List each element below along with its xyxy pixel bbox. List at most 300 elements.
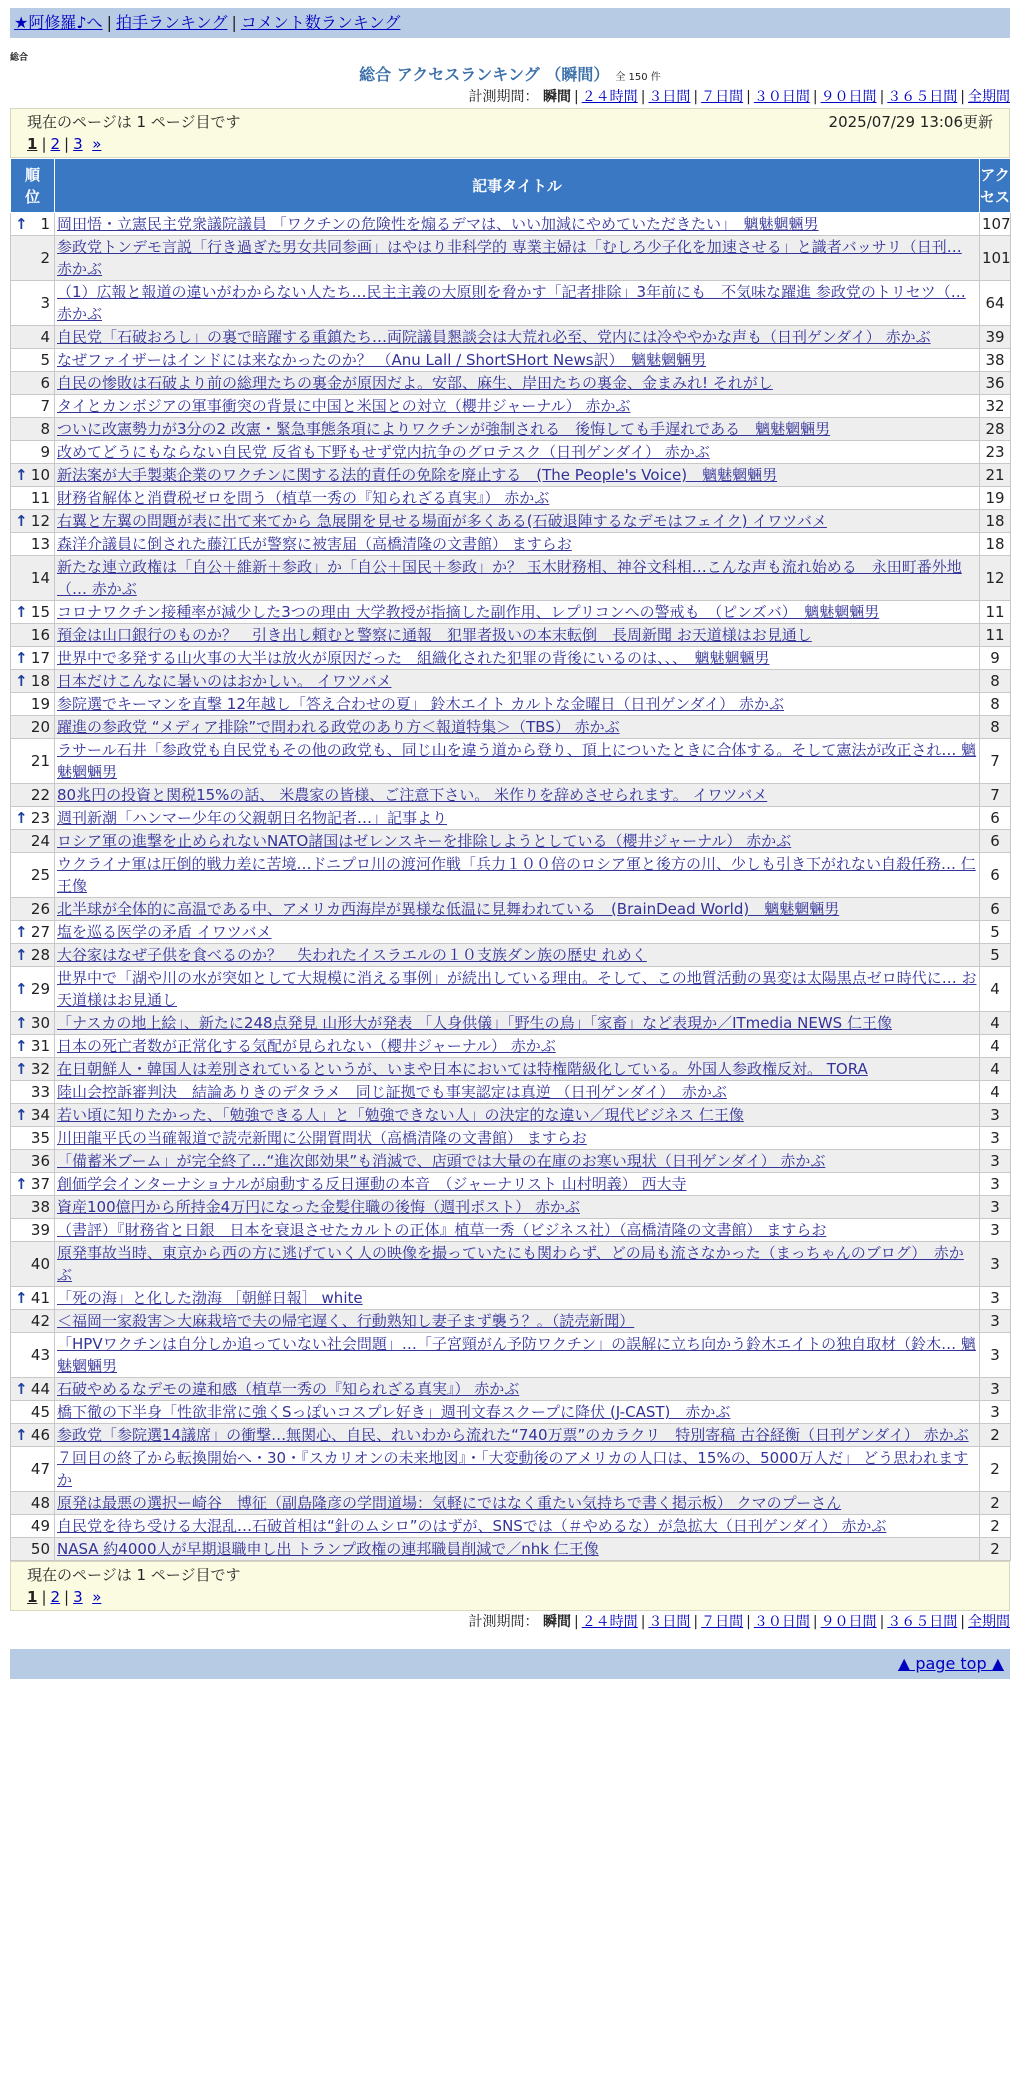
- rank-cell: [11, 1173, 55, 1196]
- page-link-3-bottom[interactable]: 3: [73, 1588, 83, 1606]
- period-link-all-bottom[interactable]: 全期間: [968, 1614, 1010, 1630]
- period-selector-bottom: 計測期間： 瞬間 | ２４時間 | ３日間 | ７日間 | ３０日間 | ９０日間 | ３６５日間 | 全期間: [468, 1614, 1010, 1630]
- access-count: 2: [980, 1424, 1011, 1447]
- rank-cell: [11, 967, 55, 1012]
- table-row: [11, 1035, 1011, 1058]
- rank-cell: [11, 1012, 55, 1035]
- table-row: [11, 807, 1011, 830]
- rank-number: 25: [30, 866, 50, 884]
- rank-cell: [11, 647, 55, 670]
- rank-number: 44: [30, 1380, 50, 1398]
- title-cell: [55, 944, 980, 967]
- article-title-link[interactable]: ウクライナ軍は圧倒的戦力差に苦境…ドニプロ川の渡河作戦「兵力１００倍のロシア軍と後方の川、少しも引き下がれない自殺任務… 仁王像: [57, 855, 976, 895]
- article-title-link[interactable]: ついに改憲勢力が3分の2 改憲・緊急事態条項によりワクチンが強制される 後悔しても手遅れである 魑魅魍魎男: [57, 420, 831, 438]
- rank-number: 12: [30, 512, 50, 530]
- rank-number: 13: [30, 535, 50, 553]
- rank-number: 47: [30, 1460, 50, 1478]
- access-count: 4: [980, 1035, 1011, 1058]
- article-title-link[interactable]: 世界中で「湖や川の水が突如として大規模に消える事例」が続出している理由。そして、この地質活動の異変は太陽黒点ゼロ時代に… お天道様はお見通し: [57, 969, 977, 1009]
- access-count: 4: [980, 1081, 1011, 1104]
- period-link-7d[interactable]: ７日間: [701, 89, 744, 105]
- title-cell: [55, 1035, 980, 1058]
- title-cell: [55, 1287, 980, 1310]
- access-count: 7: [980, 739, 1011, 784]
- title-cell: [55, 898, 980, 921]
- article-title-link[interactable]: ラサール石井「参政党も自民党もその他の政党も、同じ山を違う道から登り、頂上についたときに合体する。そして憲法が改正され… 魑魅魍魎男: [57, 741, 977, 781]
- table-row: [11, 1310, 1011, 1333]
- table-row: [11, 1242, 1011, 1287]
- header-rank: 順位: [11, 159, 55, 213]
- table-row: [11, 1401, 1011, 1424]
- title-cell: [55, 1538, 980, 1561]
- page-current-bottom: 1: [27, 1588, 38, 1606]
- page-current: 1: [27, 135, 38, 153]
- rank-number: 30: [30, 1014, 50, 1032]
- title-cell: [55, 372, 980, 395]
- access-count: 32: [980, 395, 1011, 418]
- table-row: [11, 1538, 1011, 1561]
- article-title-link[interactable]: 創価学会インターナショナルが扇動する反日運動の本音 （ジャーナリスト 山村明義） 西大寺: [57, 1175, 687, 1193]
- rank-number: 38: [30, 1198, 50, 1216]
- rank-number: 33: [30, 1083, 50, 1101]
- rank-number: 43: [30, 1346, 50, 1364]
- header-title: 記事タイトル: [55, 159, 980, 213]
- table-row: [11, 487, 1011, 510]
- rank-cell: [11, 1104, 55, 1127]
- article-title-link[interactable]: 原発事故当時、東京から西の方に逃げていく人の映像を撮っていたにも関わらず、どの局も流さなかった（まっちゃんのブログ） 赤かぶ: [57, 1244, 964, 1284]
- page-link-2-bottom[interactable]: 2: [50, 1588, 61, 1606]
- rank-number: 20: [30, 718, 50, 736]
- table-row: [11, 1287, 1011, 1310]
- access-count: 12: [980, 556, 1011, 601]
- title-cell: [55, 556, 980, 601]
- access-count: 23: [980, 441, 1011, 464]
- nav-comment-ranking-link[interactable]: コメント数ランキング: [240, 13, 401, 32]
- rank-cell: [11, 853, 55, 898]
- period-link-all[interactable]: 全期間: [968, 89, 1010, 105]
- article-title-link[interactable]: 新法案が大手製薬企業のワクチンに関する法的責任の免除を廃止する (The People's Voice) 魑魅魍魎男: [57, 466, 778, 484]
- rank-number: 4: [40, 328, 50, 346]
- access-count: 36: [980, 372, 1011, 395]
- rank-number: 2: [40, 249, 50, 267]
- nav-applause-ranking-link[interactable]: 拍手ランキング: [115, 13, 228, 32]
- article-title-link[interactable]: 日本だけこんなに暑いのはおかしい。 イワツバメ: [57, 672, 392, 690]
- access-count: 3: [980, 1378, 1011, 1401]
- rank-cell: [11, 1424, 55, 1447]
- rank-number: 21: [30, 752, 50, 770]
- title-cell: [55, 1081, 980, 1104]
- rank-cell: [11, 213, 55, 236]
- table-row: [11, 624, 1011, 647]
- access-count: 6: [980, 830, 1011, 853]
- rank-number: 27: [30, 923, 50, 941]
- rank-cell: [11, 601, 55, 624]
- article-title-link[interactable]: 改めてどうにもならない自民党 反省も下野もせず党内抗争のグロテスク（日刊ゲンダイ） 赤かぶ: [57, 443, 710, 461]
- rank-up-arrow-icon: ↑: [15, 672, 28, 690]
- article-title-link[interactable]: 石破やめるなデモの違和感（植草一秀の『知られざる真実』） 赤かぶ: [57, 1380, 520, 1398]
- table-row: [11, 213, 1011, 236]
- rank-cell: [11, 1081, 55, 1104]
- article-title-link[interactable]: 資産100億円から所持金4万円になった金髪住職の後悔（週刊ポスト） 赤かぶ: [57, 1198, 580, 1216]
- page-link-2[interactable]: 2: [50, 135, 61, 153]
- access-count: 6: [980, 898, 1011, 921]
- rank-up-arrow-icon: ↑: [15, 1014, 28, 1032]
- period-link-24h[interactable]: ２４時間: [581, 89, 638, 105]
- table-row: [11, 281, 1011, 326]
- rank-number: 42: [30, 1312, 50, 1330]
- rank-cell: [11, 1058, 55, 1081]
- top-navigation-bar: ★阿修羅♪へ | 拍手ランキング | コメント数ランキング: [10, 8, 1010, 38]
- article-title-link[interactable]: なぜファイザーはインドには来なかったのか？ （Anu Lall / ShortSHort News訳） 魑魅魍魎男: [57, 351, 707, 369]
- access-count: 6: [980, 807, 1011, 830]
- rank-cell: [11, 1127, 55, 1150]
- page-title: 総合 アクセスランキング （瞬間）: [359, 65, 610, 84]
- access-count: 2: [980, 1492, 1011, 1515]
- article-title-link[interactable]: 北半球が全体的に高温である中、アメリカ西海岸が異様な低温に見舞われている (BrainDead World) 魑魅魍魎男: [57, 900, 840, 918]
- article-title-link[interactable]: 橋下徹の下半身「性欲非常に強くSっぽいコスプレ好き」週刊文春スクープに降伏 (J-CAST) 赤かぶ: [57, 1403, 731, 1421]
- page-next-link[interactable]: »: [92, 135, 102, 153]
- title-cell: [55, 921, 980, 944]
- rank-number: 1: [40, 215, 50, 233]
- access-count: 18: [980, 510, 1011, 533]
- table-row: [11, 464, 1011, 487]
- rank-number: 14: [30, 569, 50, 587]
- period-link-30d-bottom[interactable]: ３０日間: [753, 1614, 810, 1630]
- rank-cell: [11, 944, 55, 967]
- period-link-7d-bottom[interactable]: ７日間: [701, 1614, 744, 1630]
- rank-cell: [11, 1150, 55, 1173]
- rank-cell: [11, 898, 55, 921]
- table-row: [11, 921, 1011, 944]
- page-next-link-bottom[interactable]: »: [92, 1588, 102, 1606]
- rank-up-arrow-icon: ↑: [15, 649, 28, 667]
- title-cell: [55, 1058, 980, 1081]
- rank-cell: [11, 1287, 55, 1310]
- article-title-link[interactable]: 「ナスカの地上絵」、新たに248点発見 山形大が発表 「人身供儀」「野生の鳥」「家畜」など表現か／ITmedia NEWS 仁王像: [57, 1014, 892, 1032]
- title-cell: [55, 1219, 980, 1242]
- rank-cell: [11, 236, 55, 281]
- article-title-link[interactable]: 自民党を待ち受ける大混乱…石破首相は“針のムシロ”のはずが、SNSでは（＃やめるな）が急拡大（日刊ゲンダイ） 赤かぶ: [57, 1517, 887, 1535]
- article-title-link[interactable]: 世界中で多発する山火事の大半は放火が原因だった 組織化された犯罪の背後にいるのは、、、 魑魅魍魎男: [57, 649, 770, 667]
- table-row: [11, 739, 1011, 784]
- rank-up-arrow-icon: ↑: [15, 1289, 28, 1307]
- access-count: 11: [980, 624, 1011, 647]
- article-title-link[interactable]: 陸山会控訴審判決 結論ありきのデタラメ 同じ証拠でも事実認定は真逆 （日刊ゲンダイ） 赤かぶ: [57, 1083, 727, 1101]
- table-row: [11, 326, 1011, 349]
- rank-cell: [11, 1242, 55, 1287]
- article-title-link[interactable]: 大谷家はなぜ子供を食べるのか？ 失われたイスラエルの１０支族ダン族の歴史 れめく: [57, 946, 647, 964]
- table-row: [11, 853, 1011, 898]
- page-link-3[interactable]: 3: [73, 135, 83, 153]
- table-row: [11, 1150, 1011, 1173]
- rank-cell: [11, 418, 55, 441]
- access-count: 3: [980, 1104, 1011, 1127]
- table-row: [11, 647, 1011, 670]
- access-count: 9: [980, 647, 1011, 670]
- rank-number: 36: [30, 1152, 50, 1170]
- rank-cell: [11, 1492, 55, 1515]
- access-count: 3: [980, 1127, 1011, 1150]
- rank-number: 19: [30, 695, 50, 713]
- article-title-link[interactable]: 躍進の参政党 “メディア排除”で問われる政党のあり方＜報道特集＞（TBS） 赤かぶ: [57, 718, 620, 736]
- table-row: [11, 1127, 1011, 1150]
- period-link-24h-bottom[interactable]: ２４時間: [581, 1614, 638, 1630]
- rank-cell: [11, 716, 55, 739]
- period-link-30d[interactable]: ３０日間: [753, 89, 810, 105]
- title-cell: [55, 807, 980, 830]
- rank-number: 7: [40, 397, 50, 415]
- title-cell: [55, 236, 980, 281]
- rank-up-arrow-icon: ↑: [15, 946, 28, 964]
- header-access: アクセス: [980, 159, 1011, 213]
- rank-number: 6: [40, 374, 50, 392]
- article-title-link[interactable]: 「備蓄米ブーム」が完全終了…“進次郎効果”も消滅で、店頭では大量の在庫のお寒い現状（日刊ゲンダイ） 赤かぶ: [57, 1152, 826, 1170]
- title-cell: [55, 395, 980, 418]
- article-title-link[interactable]: 自民の惨敗は石破より前の総理たちの裏金が原因だよ。安部、麻生、岸田たちの裏金、金まみれ! それがし: [57, 374, 773, 392]
- rank-number: 28: [30, 946, 50, 964]
- rank-number: 18: [30, 672, 50, 690]
- table-row: [11, 716, 1011, 739]
- table-row: [11, 967, 1011, 1012]
- rank-number: 24: [30, 832, 50, 850]
- access-count: 8: [980, 670, 1011, 693]
- title-cell: [55, 739, 980, 784]
- article-title-link[interactable]: 「死の海」と化した渤海 ［朝鮮日報］ white: [57, 1289, 363, 1307]
- rank-cell: [11, 556, 55, 601]
- article-title-link[interactable]: （書評）『財務省と日銀 日本を衰退させたカルトの正体』植草一秀（ビジネス社）（高橋清隆の文書館） ますらお: [57, 1221, 827, 1239]
- rank-number: 10: [30, 466, 50, 484]
- table-row: [11, 601, 1011, 624]
- rank-up-arrow-icon: ↑: [15, 466, 28, 484]
- access-count: 3: [980, 1219, 1011, 1242]
- table-row: [11, 830, 1011, 853]
- table-row: [11, 1173, 1011, 1196]
- table-row: [11, 349, 1011, 372]
- rank-number: 46: [30, 1426, 50, 1444]
- article-title-link[interactable]: 日本の死亡者数が正常化する気配が見られない（櫻井ジャーナル） 赤かぶ: [57, 1037, 556, 1055]
- article-title-link[interactable]: 「HPVワクチンは自分しか追っていない社会問題」…「子宮頸がん予防ワクチン」の誤解に立ち向かう鈴木エイトの独自取材（鈴木… 魑魅魍魎男: [57, 1335, 976, 1375]
- article-title-link[interactable]: ロシア軍の進撃を止められないNATO諸国はゼレンスキーを排除しようとしている（櫻井ジャーナル） 赤かぶ: [57, 832, 792, 850]
- rank-cell: [11, 533, 55, 556]
- rank-cell: [11, 1310, 55, 1333]
- article-title-link[interactable]: コロナワクチン接種率が減少した3つの理由 大学教授が指摘した副作用、レプリコンへの警戒も （ピンズバ） 魑魅魍魎男: [57, 603, 880, 621]
- rank-cell: [11, 739, 55, 784]
- title-cell: [55, 1401, 980, 1424]
- table-row: [11, 898, 1011, 921]
- access-count: 2: [980, 1447, 1011, 1492]
- access-count: 7: [980, 784, 1011, 807]
- rank-number: 31: [30, 1037, 50, 1055]
- access-count: 3: [980, 1150, 1011, 1173]
- access-count: 18: [980, 533, 1011, 556]
- table-row: [11, 1012, 1011, 1035]
- rank-number: 45: [30, 1403, 50, 1421]
- period-link-3d[interactable]: ３日間: [648, 89, 691, 105]
- title-cell: [55, 326, 980, 349]
- title-cell: [55, 1196, 980, 1219]
- article-title-link[interactable]: 在日朝鮮人・韓国人は差別されているというが、いまや日本においては特権階級化している。外国人参政権反対。 TORA: [57, 1060, 868, 1078]
- pagination-bottom: 現在のページは 1 ページ目です 1 | 2 | 3 »: [10, 1561, 1010, 1611]
- table-row: [11, 1447, 1011, 1492]
- title-cell: [55, 1492, 980, 1515]
- page-top-link[interactable]: ▲ page top ▲: [897, 1654, 1004, 1673]
- rank-up-arrow-icon: ↑: [15, 980, 28, 998]
- access-count: 19: [980, 487, 1011, 510]
- table-row: [11, 670, 1011, 693]
- access-count: 3: [980, 1242, 1011, 1287]
- title-cell: [55, 1150, 980, 1173]
- rank-cell: [11, 1401, 55, 1424]
- rank-number: 34: [30, 1106, 50, 1124]
- title-cell: [55, 281, 980, 326]
- article-title-link[interactable]: 参院選でキーマンを直撃 12年越し「答え合わせの夏」 鈴木エイト カルトな金曜日（日刊ゲンダイ） 赤かぶ: [57, 695, 784, 713]
- total-count: 全 150 件: [615, 72, 661, 83]
- rank-number: 48: [30, 1494, 50, 1512]
- rank-number: 22: [30, 786, 50, 804]
- access-count: 38: [980, 349, 1011, 372]
- rank-cell: [11, 464, 55, 487]
- access-count: 28: [980, 418, 1011, 441]
- title-cell: [55, 1515, 980, 1538]
- title-cell: [55, 693, 980, 716]
- rank-up-arrow-icon: ↑: [15, 512, 28, 530]
- title-cell: [55, 1012, 980, 1035]
- period-link-365d[interactable]: ３６５日間: [887, 89, 958, 105]
- title-cell: [55, 1173, 980, 1196]
- access-count: 39: [980, 326, 1011, 349]
- access-count: 101: [980, 236, 1011, 281]
- table-row: [11, 784, 1011, 807]
- article-title-link[interactable]: 80兆円の投資と関税15%の話、 米農家の皆様、ご注意下さい。 米作りを辞めさせられます。 イワツバメ: [57, 786, 768, 804]
- article-title-link[interactable]: ＜福岡一家殺害＞大麻栽培で夫の帰宅遅く、行動熟知し妻子まず襲う？。（読売新聞）: [57, 1312, 635, 1330]
- title-cell: [55, 1242, 980, 1287]
- pagination-top: 現在のページは 1 ページ目です 2025/07/29 13:06更新 1 | 2 | 3 »: [10, 108, 1010, 158]
- rank-number: 23: [30, 809, 50, 827]
- article-title-link[interactable]: 原発は最悪の選択ー崎谷 博征（副島隆彦の学問道場：気軽にではなく重たい気持ちで書く掲示板） クマのプーさん: [57, 1494, 842, 1512]
- access-count: 3: [980, 1173, 1011, 1196]
- table-row: [11, 1058, 1011, 1081]
- table-row: [11, 510, 1011, 533]
- rank-up-arrow-icon: ↑: [15, 1426, 28, 1444]
- article-title-link[interactable]: 岡田悟・立憲民主党衆議院議員 「ワクチンの危険性を煽るデマは、いい加減にやめていただきたい」 魑魅魍魎男: [57, 215, 819, 233]
- article-title-link[interactable]: タイとカンボジアの軍事衝突の背景に中国と米国との対立（櫻井ジャーナル） 赤かぶ: [57, 397, 631, 415]
- access-count: 2: [980, 1515, 1011, 1538]
- access-count: 5: [980, 921, 1011, 944]
- period-link-90d-bottom[interactable]: ９０日間: [820, 1614, 877, 1630]
- title-cell: [55, 853, 980, 898]
- article-title-link[interactable]: 参政党「参院選14議席」の衝撃…無関心、自民、れいわから流れた“740万票”のカラクリ 特別寄稿 古谷経衡（日刊ゲンダイ） 赤かぶ: [57, 1426, 969, 1444]
- table-row: [11, 693, 1011, 716]
- rank-number: 35: [30, 1129, 50, 1147]
- article-title-link[interactable]: ７回目の終了から転換開始へ・30・『スカリオンの未来地図』・「大変動後のアメリカの人口は、15%の、5000万人だ」 どう思われますか: [57, 1449, 969, 1489]
- rank-number: 9: [40, 443, 50, 461]
- title-cell: [55, 533, 980, 556]
- title-cell: [55, 670, 980, 693]
- rank-number: 8: [40, 420, 50, 438]
- rank-number: 26: [30, 900, 50, 918]
- access-count: 3: [980, 1287, 1011, 1310]
- nav-asyura-home-link[interactable]: ★阿修羅♪へ: [14, 13, 103, 32]
- rank-up-arrow-icon: ↑: [15, 603, 28, 621]
- table-row: [11, 1196, 1011, 1219]
- rank-number: 37: [30, 1175, 50, 1193]
- title-cell: [55, 1333, 980, 1378]
- access-count: 6: [980, 853, 1011, 898]
- table-row: [11, 372, 1011, 395]
- rank-up-arrow-icon: ↑: [15, 1380, 28, 1398]
- access-count: 3: [980, 1333, 1011, 1378]
- period-label-bottom: 計測期間：: [468, 1614, 539, 1630]
- category-label: 総合: [10, 53, 29, 63]
- article-title-link[interactable]: 塩を巡る医学の矛盾 イワツバメ: [57, 923, 272, 941]
- table-header-row: [11, 159, 1011, 213]
- bottom-bar: [10, 1649, 1010, 1679]
- article-title-link[interactable]: 森洋介議員に倒された藤江氏が警察に被害届（高橋清隆の文書館） ますらお: [57, 535, 572, 553]
- period-link-365d-bottom[interactable]: ３６５日間: [887, 1614, 958, 1630]
- rank-cell: [11, 1515, 55, 1538]
- article-title-link[interactable]: 財務省解体と消費税ゼロを問う（植草一秀の『知られざる真実』） 赤かぶ: [57, 489, 550, 507]
- page-title-row: [10, 64, 1010, 86]
- rank-cell: [11, 1035, 55, 1058]
- article-title-link[interactable]: 週刊新潮「ハンマー少年の父親朝日名物記者…」記事より: [57, 809, 448, 827]
- access-count: 8: [980, 716, 1011, 739]
- table-row: [11, 236, 1011, 281]
- period-link-90d[interactable]: ９０日間: [820, 89, 877, 105]
- access-count: 3: [980, 1310, 1011, 1333]
- title-cell: [55, 1378, 980, 1401]
- access-count: 8: [980, 693, 1011, 716]
- rank-cell: [11, 830, 55, 853]
- rank-cell: [11, 1538, 55, 1561]
- title-cell: [55, 624, 980, 647]
- rank-number: 32: [30, 1060, 50, 1078]
- article-title-link[interactable]: 新たな連立政権は「自公＋維新＋参政」か「自公＋国民＋参政」か？ 玉木財務相、神谷文科相…こんな声も流れ始める 永田町番外地（… 赤かぶ: [57, 558, 962, 598]
- table-row: [11, 441, 1011, 464]
- access-count: 2: [980, 1538, 1011, 1561]
- rank-cell: [11, 670, 55, 693]
- period-link-3d-bottom[interactable]: ３日間: [648, 1614, 691, 1630]
- table-row: [11, 1081, 1011, 1104]
- rank-number: 50: [30, 1540, 50, 1558]
- rank-cell: [11, 487, 55, 510]
- rank-cell: [11, 807, 55, 830]
- article-title-link[interactable]: 自民党「石破おろし」の裏で暗躍する重鎮たち…両院議員懇談会は大荒れ必至、党内には冷ややかな声も（日刊ゲンダイ） 赤かぶ: [57, 328, 931, 346]
- article-title-link[interactable]: （1）広報と報道の違いがわからない人たち…民主主義の大原則を脅かす「記者排除」3年前にも 不気味な躍進 参政党のトリセツ（… 赤かぶ: [57, 283, 966, 323]
- table-row: [11, 944, 1011, 967]
- rank-cell: [11, 693, 55, 716]
- rank-number: 49: [30, 1517, 50, 1535]
- article-title-link[interactable]: 川田龍平氏の当確報道で読売新聞に公開質問状（高橋清隆の文書館） ますらお: [57, 1129, 587, 1147]
- article-title-link[interactable]: NASA 約4000人が早期退職申し出 トランプ政権の連邦職員削減で／nhk 仁王像: [57, 1540, 599, 1558]
- period-current-bottom: 瞬間: [542, 1614, 571, 1630]
- rank-number: 5: [40, 351, 50, 369]
- rank-cell: [11, 441, 55, 464]
- article-title-link[interactable]: 預金は山口銀行のものか？ 引き出し頼むと警察に通報 犯罪者扱いの本末転倒 長周新聞 お天道様はお見通し: [57, 626, 812, 644]
- ranking-table: [10, 158, 1011, 1561]
- title-cell: [55, 1310, 980, 1333]
- article-title-link[interactable]: 若い頃に知りたかった、「勉強できる人」と「勉強できない人」の決定的な違い／現代ビジネス 仁王像: [57, 1106, 744, 1124]
- article-title-link[interactable]: 参政党トンデモ言説「行き過ぎた男女共同参画」はやはり非科学的 専業主婦は「むしろ少子化を加速させる」と識者バッサリ（日刊… 赤かぶ: [57, 238, 962, 278]
- table-row: [11, 1424, 1011, 1447]
- table-row: [11, 533, 1011, 556]
- title-cell: [55, 487, 980, 510]
- article-title-link[interactable]: 右翼と左翼の問題が表に出て来てから 急展開を見せる場面が多くある(石破退陣するなデモはフェイク) イワツバメ: [57, 512, 827, 530]
- rank-number: 41: [30, 1289, 50, 1307]
- rank-cell: [11, 349, 55, 372]
- access-count: 3: [980, 1196, 1011, 1219]
- table-row: [11, 395, 1011, 418]
- rank-cell: [11, 624, 55, 647]
